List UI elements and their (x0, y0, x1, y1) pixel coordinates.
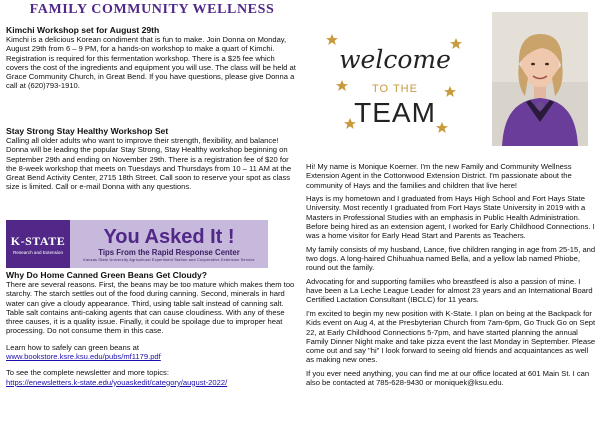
stay-strong-heading: Stay Strong Stay Healthy Workshop Set (6, 126, 169, 136)
star-icon (444, 86, 456, 97)
banner-footer: Kansas State University Agricultural Experiment Station and Cooperative Extension Service (83, 257, 255, 262)
welcome-to-the-team-art (316, 20, 474, 142)
staff-portrait-photo (492, 12, 588, 146)
green-beans-body: There are several reasons. First, the beans may be too mature which makes them too starchy. The starch settles out of the food during canning. Second, minerals in hard water can give a cloudy appearance. Third, using table salt instead of canning salt. Table salt contains anti-caking agents that can cause cloudiness. With any of these three causes, it is a quality issue. Finally, it could be spoilage due to improper heat processing. Do not consume them in this case. (6, 280, 295, 336)
kstate-logo-text: K-STATE (10, 233, 66, 248)
newsletter-line: To see the complete newsletter and more topics: (6, 368, 169, 378)
kstate-logo-subtitle: Research and Extension (12, 249, 64, 255)
star-icon (450, 38, 462, 49)
newsletter-link[interactable]: https://enewsletters.k-state.edu/youaskedit/category/august-2022/ (6, 377, 228, 387)
bio-paragraph-events: I'm excited to begin my new position with K-State. I plan on being at the Backpack for Kids event on Aug 4, at the Presbyterian Church from 7am-6pm, Go Truck Go on Sept 22, at Early Childhood Connections 5-7pm, and have started planning the annual Family Dinner Night make and take pizza event the last Monday in September. Please come out and say "hi" I look forward to seeing old friends and acquaintances as well as making new ones. (306, 308, 596, 365)
canning-pdf-link[interactable]: www.bookstore.ksre.ksu.edu/pubs/mf1179.pdf (6, 352, 161, 362)
kimchi-section (6, 25, 298, 91)
new-agent-bio (306, 162, 596, 392)
learn-line: Learn how to safely can green beans at (6, 342, 139, 352)
left-column (6, 0, 298, 424)
stay-strong-section (6, 126, 298, 192)
green-beans-heading: Why Do Home Canned Green Beans Get Cloudy? (6, 270, 208, 280)
banner-subtitle: Tips From the Rapid Response Center (98, 247, 240, 257)
kimchi-body: Kimchi is a delicious Korean condiment that is fun to make. Join Donna on Monday, August 29th from 6 – 9 PM, for a hands-on workshop to make a quart of Kimchi. Registration is required for this fermentation workshop. There is a $25 fee which covers the cost of the ingredients and equipment you will use. The class will be held at Grace Community Church, in Great Bend. If you have questions, please give Donna a call at (620)793-1910. (6, 35, 296, 91)
bio-paragraph-contact: If you ever need anything, you can find me at our office located at 601 Main St. I can also be contacted at 785-628-9430 or moniquek@ksu.edu. (306, 368, 590, 388)
welcome-word: welcome (339, 45, 451, 74)
star-icon (436, 122, 448, 133)
team-word: TEAM (354, 97, 436, 128)
green-beans-section (6, 270, 298, 387)
kstate-logo (6, 220, 70, 268)
kimchi-heading: Kimchi Workshop set for August 29th (6, 25, 160, 35)
to-the-word: TO THE (372, 83, 418, 95)
bio-paragraph-breastfeeding: Advocating for and supporting families who breastfeed is also a passion of mine. I have been a La Leche League Leader for almost 23 years and an International Board Certified Lactation Consultant (IBCLC) for 11 years. (306, 276, 593, 305)
bio-paragraph-intro: Hi! My name is Monique Koerner. I'm the new Family and Community Wellness Extension Agent in the Cottonwood Extension District. I'm passionate about the community of Hays and the families and children that live here! (306, 162, 572, 190)
stay-strong-body: Calling all older adults who want to improve their strength, flexibility, and balance! Donna will be leading the popular Stay Strong, Stay Healthy workshop beginning on September 29th and ending on November 29th. There is a registration fee of $20 for the 8-week workshop that meets on Tuesdays and Thursdays from 10 – 11 AM at the Great Bend Activity Center, 2715 18th Street. Call soon to reserve your spot as class size is limited. Call or e-mail Donna with any questions. (6, 136, 292, 192)
star-icon (326, 34, 338, 45)
you-asked-it-banner (6, 220, 268, 268)
star-icon (336, 80, 348, 91)
photo-area (306, 0, 596, 160)
banner-title: You Asked It ! (103, 225, 235, 248)
right-column (306, 0, 596, 424)
bio-paragraph-family: My family consists of my husband, Lance, five children ranging in age from 25-15, and two dogs. A long-haired Chihuahua named Bella, and a yellow lab named Phiobe, round out the family. (306, 244, 596, 273)
page-title: FAMILY COMMUNITY WELLNESS (29, 2, 275, 17)
bio-paragraph-education: Hays is my hometown and I graduated from Hays High School and Fort Hays State University. Most recently I graduated from Fort Hays State University in 2019 with a Masters in Professional Studies with an emphasis in Public Health Administration. Before being hired as an extension agent, I worked for Early Childhood Connections. I was a home visitor for Early Head Start and Parents as Teachers. (306, 194, 595, 241)
banner-text-area (70, 220, 268, 268)
